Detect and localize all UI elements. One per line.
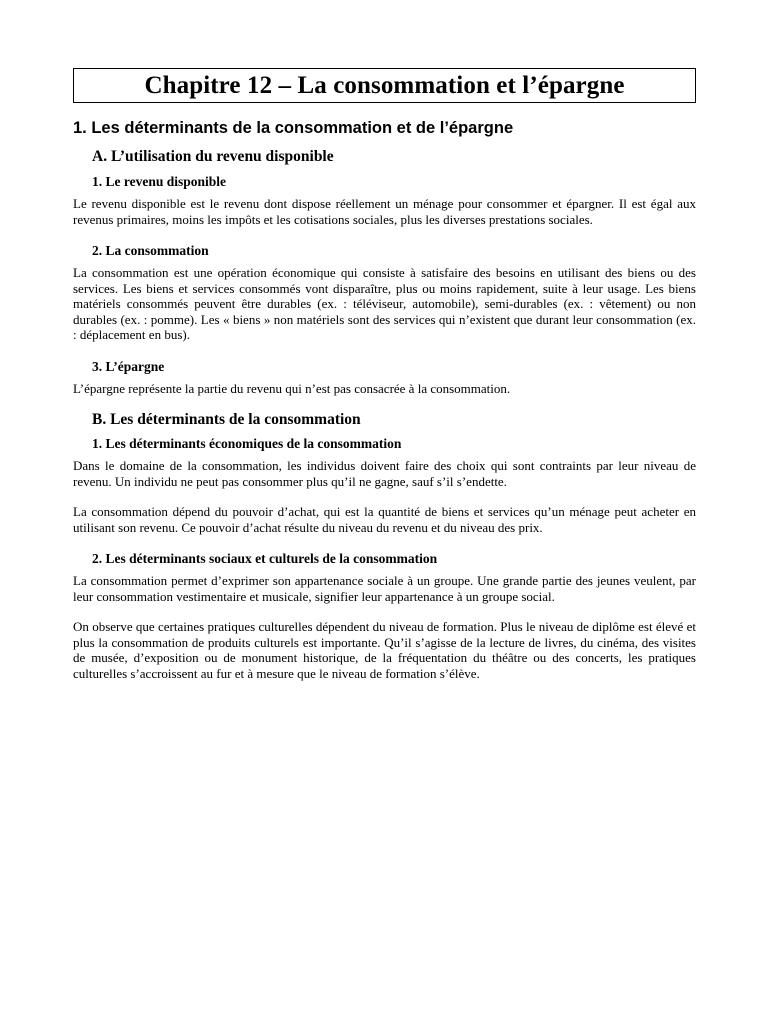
determinants-sociaux-text-1: La consommation permet d’exprimer son appartenance sociale à un groupe. Une grande partie des jeunes veulent, par leur consommation vestimentaire et musicale, signifier leur appartenance à un groupe social. <box>73 573 696 604</box>
consommation-heading: 2. La consommation <box>92 243 209 258</box>
determinants-sociaux-heading: 2. Les déterminants sociaux et culturels de la consommation <box>92 551 438 566</box>
revenu-disponible-text: Le revenu disponible est le revenu dont dispose réellement un ménage pour consommer et épargner. Il est égal aux revenus primaires, moins les impôts et les cotisations sociales, plus les diverses prestations sociales. <box>73 196 696 227</box>
part-b-heading: B. Les déterminants de la consommation <box>92 411 361 428</box>
part-a-heading: A. L’utilisation du revenu disponible <box>92 148 334 165</box>
revenu-disponible-heading: 1. Le revenu disponible <box>92 174 227 189</box>
determinants-economiques-text-1: Dans le domaine de la consommation, les individus doivent faire des choix qui sont contraints par leur niveau de revenu. Un individu ne peut pas consommer plus qu’il ne gagne, sauf s’il s’endette. <box>73 458 696 489</box>
document-page <box>73 68 696 681</box>
chapter-title: Chapitre 12 – La consommation et l’épargne <box>73 68 696 103</box>
determinants-economiques-heading: 1. Les déterminants économiques de la consommation <box>92 436 402 451</box>
determinants-economiques-text-2: La consommation dépend du pouvoir d’achat, qui est la quantité de biens et services qu’un ménage peut acheter en utilisant son revenu. Ce pouvoir d’achat résulte du niveau du revenu et du niveau des prix. <box>73 504 696 535</box>
consommation-text: La consommation est une opération économique qui consiste à satisfaire des besoins en utilisant des biens ou des services. Les biens et services consommés vont disparaître, plus ou moins rapidement, suite à leur usage. Les biens matériels consommés peuvent être durables (ex. : téléviseur, automobile), semi-durables (ex. : vêtement) ou non durables (ex. : pomme). Les « biens » non matériels sont des services qui n’existent que durant leur consommation (ex. : déplacement en bus). <box>73 265 696 342</box>
determinants-sociaux-text-2: On observe que certaines pratiques culturelles dépendent du niveau de formation. Plus le niveau de diplôme est élevé et plus la consommation de produits culturels est importante. Qu’il s’agisse de la lecture de livres, du cinéma, des visites de musée, d’exposition ou de monument historique, de la fréquentation du théâtre ou des concerts, les pratiques culturelles s’accroissent au fur et à mesure que le niveau de formation s’élève. <box>73 619 696 681</box>
epargne-text: L’épargne représente la partie du revenu qui n’est pas consacrée à la consommation. <box>73 380 511 396</box>
epargne-heading: 3. L’épargne <box>92 358 165 374</box>
section-1-heading: 1. Les déterminants de la consommation et de l’épargne <box>73 119 514 137</box>
